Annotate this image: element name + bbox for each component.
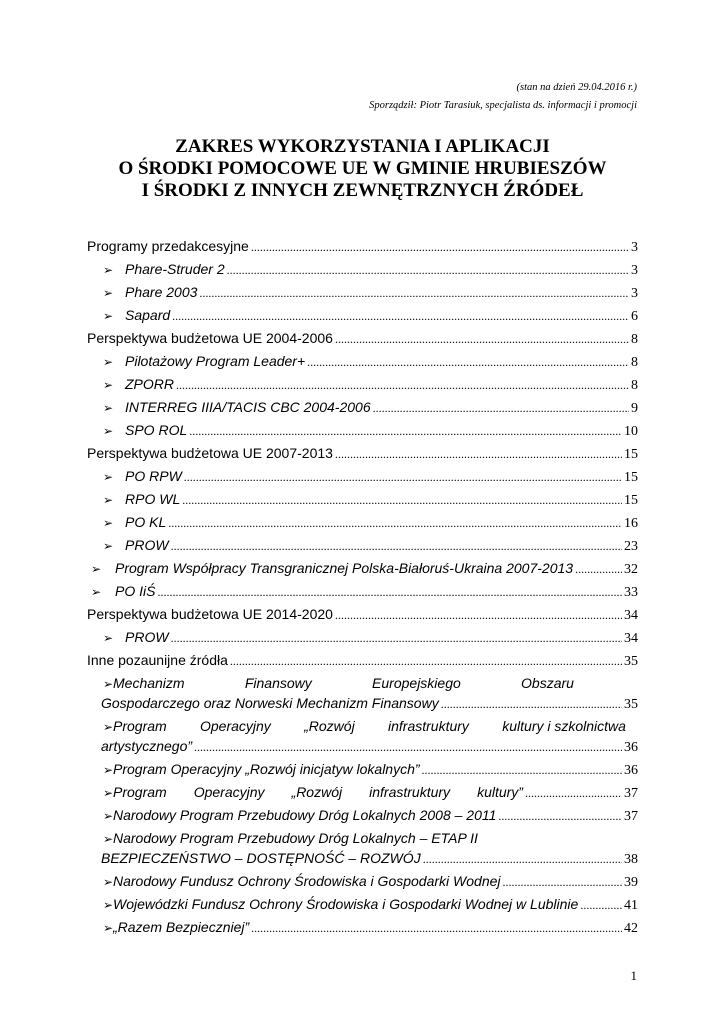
toc-label-line-2: artystycznego”	[101, 738, 193, 754]
toc-entry-po-kl[interactable]	[87, 512, 638, 535]
arrow-bullet-icon: ➢	[103, 875, 114, 889]
toc-label: Sapard	[125, 307, 171, 323]
toc-word: Obszaru	[521, 675, 574, 691]
toc-page: 3	[631, 263, 638, 278]
toc-page: 35	[624, 697, 638, 712]
toc-label	[113, 782, 523, 802]
toc-label: ZPORR	[125, 376, 174, 392]
dot-leader	[503, 872, 622, 892]
toc-page: 3	[631, 240, 638, 255]
toc-page: 41	[624, 898, 638, 913]
toc-label-line-2: BEZPIECZEŃSTWO – DOSTĘPNOŚĆ – ROZWÓJ	[101, 850, 421, 866]
toc-entry-leader-plus[interactable]	[87, 351, 638, 374]
arrow-bullet-icon: ➢	[103, 378, 114, 392]
title-line-1: ZAKRES WYKORZYSTANIA I APLIKACJI	[175, 136, 550, 157]
toc-page: 10	[624, 424, 638, 439]
toc-page: 34	[624, 631, 638, 646]
arrow-bullet-icon: ➢	[103, 263, 114, 277]
dot-leader	[422, 760, 622, 780]
toc-entry-po-rpw[interactable]	[87, 466, 638, 489]
dot-leader	[251, 918, 622, 938]
title-line-3: I ŚRODKI Z INNYCH ZEWNĘTRZNYCH ŹRÓDEŁ	[141, 180, 584, 201]
toc-entry-rpo-wl[interactable]	[87, 489, 638, 512]
toc-word: Europejskiego	[372, 675, 461, 691]
toc-label: PROW	[125, 537, 169, 553]
toc-page: 39	[624, 875, 638, 890]
dot-leader	[373, 398, 629, 418]
dot-leader	[189, 421, 622, 441]
toc-word: Program	[113, 718, 167, 734]
toc-label-line-1: Narodowy Program Przebudowy Dróg Lokalnych – ETAP II	[113, 830, 478, 846]
toc-label: Phare 2003	[125, 284, 198, 300]
arrow-bullet-icon: ➢	[103, 355, 114, 369]
toc-entry-po-inicjatyw-lokalnych[interactable]	[87, 759, 638, 782]
dot-leader	[525, 783, 622, 803]
dot-leader	[171, 536, 622, 556]
toc-label: PO IiŚ	[115, 583, 156, 599]
toc-label-line-2: Gospodarczego oraz Norweski Mechanizm Finansowy	[101, 695, 439, 711]
toc-label: Programy przedakcesyjne	[87, 238, 249, 254]
toc-page: 6	[631, 309, 638, 324]
dot-leader	[172, 306, 629, 326]
toc-page: 8	[631, 332, 638, 347]
dot-leader	[335, 605, 622, 625]
arrow-bullet-icon: ➢	[103, 720, 114, 734]
toc-label: Inne pozaunijne źródła	[87, 652, 228, 668]
toc-page: 9	[631, 401, 638, 416]
date-note: (stan na dzień 29.04.2016 r.)	[516, 82, 637, 93]
toc-page: 42	[624, 921, 638, 936]
arrow-bullet-icon: ➢	[103, 832, 114, 846]
toc-page: 15	[624, 493, 638, 508]
dot-leader	[307, 352, 629, 372]
arrow-bullet-icon: ➢	[103, 539, 114, 553]
toc-label-line-1	[113, 716, 626, 736]
toc-word: infrastruktury	[388, 718, 469, 734]
arrow-bullet-icon: ➢	[103, 786, 114, 800]
toc-page: 34	[624, 608, 638, 623]
toc-label: Narodowy Program Przebudowy Dróg Lokalnych 2008 – 2011	[113, 807, 497, 823]
toc-word: Program	[113, 784, 167, 800]
toc-entry-prow-2007[interactable]	[87, 535, 638, 558]
table-of-contents	[87, 236, 638, 940]
dot-leader	[176, 375, 629, 395]
toc-page: 36	[624, 740, 638, 755]
page-number: 1	[630, 968, 637, 983]
toc-word: Operacyjny	[200, 718, 271, 734]
toc-page: 38	[624, 852, 638, 867]
title-line-2: O ŚRODKI POMOCOWE UE W GMINIE HRUBIESZÓW	[118, 158, 607, 179]
toc-word: „Rozwój	[291, 784, 343, 800]
dot-leader	[168, 513, 622, 533]
toc-entry-phare-struder-2[interactable]	[87, 259, 638, 282]
arrow-bullet-icon: ➢	[103, 921, 114, 935]
toc-page: 35	[624, 654, 638, 669]
toc-word: kultury”	[477, 784, 523, 800]
toc-entry-phare-2003[interactable]	[87, 282, 638, 305]
toc-word: kultury i szkolnictwa	[502, 718, 626, 734]
toc-page: 33	[624, 585, 638, 600]
toc-entry-zporr[interactable]	[87, 374, 638, 397]
toc-page: 32	[624, 562, 638, 577]
toc-entry-inne-zrodla[interactable]	[87, 650, 638, 673]
toc-entry-perspektywa-2014-2020[interactable]	[87, 604, 638, 627]
dot-leader	[423, 849, 622, 869]
toc-label: SPO ROL	[125, 422, 188, 438]
dot-leader	[498, 806, 622, 826]
toc-entry-sapard[interactable]	[87, 305, 638, 328]
dot-leader	[171, 628, 622, 648]
dot-leader	[182, 490, 622, 510]
toc-page: 23	[624, 539, 638, 554]
toc-page: 3	[631, 286, 638, 301]
toc-label: „Razem Bezpieczniej”	[113, 919, 250, 935]
dot-leader	[575, 559, 622, 579]
toc-label: Wojewódzki Fundusz Ochrony Środowiska i Gospodarki Wodnej w Lublinie	[113, 896, 579, 912]
toc-word: „Rozwój	[304, 718, 355, 734]
toc-entry-perspektywa-2007-2013[interactable]	[87, 443, 638, 466]
toc-entry-wfosigw-lublin[interactable]	[87, 894, 638, 917]
dot-leader	[251, 237, 629, 257]
dot-leader	[227, 260, 629, 280]
toc-label: Perspektywa budżetowa UE 2014-2020	[87, 606, 333, 622]
toc-word: Operacyjny	[193, 784, 265, 800]
arrow-bullet-icon: ➢	[103, 424, 114, 438]
toc-entry-interreg[interactable]	[87, 397, 638, 420]
arrow-bullet-icon: ➢	[103, 493, 114, 507]
toc-page: 37	[624, 786, 638, 801]
toc-label: PO RPW	[125, 468, 182, 484]
toc-page: 15	[624, 470, 638, 485]
arrow-bullet-icon: ➢	[103, 763, 114, 777]
toc-page: 8	[631, 378, 638, 393]
arrow-bullet-icon: ➢	[103, 470, 114, 484]
toc-entry-spo-rol[interactable]	[87, 420, 638, 443]
toc-entry-po-kultury-szkolnictwa[interactable]	[87, 716, 638, 759]
toc-entry-prow-2014[interactable]	[87, 627, 638, 650]
toc-word: Finansowy	[244, 675, 312, 691]
toc-entry-mechanizm-finansowy[interactable]	[87, 673, 638, 716]
toc-label: INTERREG IIIA/TACIS CBC 2004-2006	[125, 399, 371, 415]
author-note: Sporządził: Piotr Tarasiuk, specjalista ds. informacji i promocji	[369, 100, 637, 111]
dot-leader	[335, 329, 629, 349]
toc-entry-npp-drog-2008-2011[interactable]	[87, 805, 638, 828]
dot-leader	[441, 694, 622, 714]
document-title	[0, 136, 725, 202]
toc-entry-nfosigw[interactable]	[87, 871, 638, 894]
dot-leader	[230, 651, 622, 671]
toc-page: 36	[624, 763, 638, 778]
arrow-bullet-icon: ➢	[103, 677, 114, 691]
toc-label: Phare-Struder 2	[125, 261, 225, 277]
toc-label: Narodowy Fundusz Ochrony Środowiska i Gospodarki Wodnej	[113, 873, 501, 889]
arrow-bullet-icon: ➢	[91, 585, 102, 599]
toc-word: Mechanizm	[113, 675, 185, 691]
toc-label: PO KL	[125, 514, 167, 530]
toc-entry-razem-bezpieczniej[interactable]	[87, 917, 638, 940]
toc-label: Program Współpracy Transgranicznej Polska-Białoruś-Ukraina 2007-2013	[115, 560, 574, 576]
dot-leader	[194, 737, 622, 757]
toc-word: infrastruktury	[369, 784, 451, 800]
toc-entry-npp-drog-etap-ii[interactable]	[87, 828, 638, 871]
toc-entry-programy-przedakcesyjne[interactable]	[87, 236, 638, 259]
arrow-bullet-icon: ➢	[103, 401, 114, 415]
dot-leader	[580, 895, 622, 915]
toc-page: 16	[624, 516, 638, 531]
toc-label: Pilotażowy Program Leader+	[125, 353, 306, 369]
toc-entry-pwt-pbu[interactable]	[87, 558, 638, 581]
toc-page: 8	[631, 355, 638, 370]
dot-leader	[199, 283, 629, 303]
toc-label: Program Operacyjny „Rozwój inicjatyw lokalnych”	[113, 761, 420, 777]
arrow-bullet-icon: ➢	[103, 809, 114, 823]
arrow-bullet-icon: ➢	[103, 516, 114, 530]
toc-entry-perspektywa-2004-2006[interactable]	[87, 328, 638, 351]
arrow-bullet-icon: ➢	[103, 286, 114, 300]
dot-leader	[157, 582, 622, 602]
toc-label: PROW	[125, 629, 169, 645]
dot-leader	[184, 467, 622, 487]
toc-label-line-1	[113, 673, 574, 693]
toc-page: 37	[624, 809, 638, 824]
dot-leader	[335, 444, 622, 464]
arrow-bullet-icon: ➢	[91, 562, 102, 576]
arrow-bullet-icon: ➢	[103, 631, 114, 645]
toc-label: Perspektywa budżetowa UE 2004-2006	[87, 330, 333, 346]
toc-entry-po-infrastruktury-kultury[interactable]	[87, 782, 638, 805]
arrow-bullet-icon: ➢	[103, 898, 114, 912]
toc-page: 15	[624, 447, 638, 462]
toc-entry-po-iis[interactable]	[87, 581, 638, 604]
toc-label: Perspektywa budżetowa UE 2007-2013	[87, 445, 333, 461]
arrow-bullet-icon: ➢	[103, 309, 114, 323]
toc-label: RPO WL	[125, 491, 181, 507]
